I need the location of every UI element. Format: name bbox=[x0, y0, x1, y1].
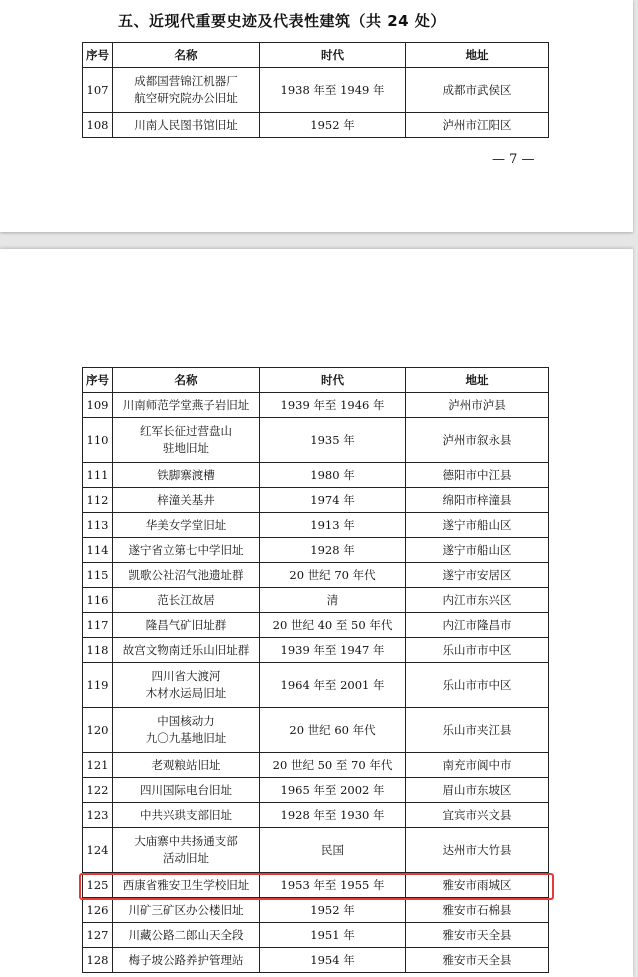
cell-index: 118 bbox=[83, 638, 113, 663]
header-index: 序号 bbox=[83, 43, 113, 68]
cell-index: 112 bbox=[83, 488, 113, 513]
table-row bbox=[83, 923, 549, 948]
cell-era: 1974 年 bbox=[260, 488, 406, 513]
heritage-table-page-7 bbox=[82, 42, 549, 138]
cell-name: 成都国营锦江机器厂 航空研究院办公旧址 bbox=[113, 68, 260, 113]
cell-name: 凯歌公社沼气池遗址群 bbox=[113, 563, 260, 588]
cell-era: 民国 bbox=[260, 828, 406, 873]
cell-name: 铁脚寨渡槽 bbox=[113, 463, 260, 488]
cell-index: 109 bbox=[83, 393, 113, 418]
table-row bbox=[83, 898, 549, 923]
cell-address: 内江市隆昌市 bbox=[406, 613, 549, 638]
cell-era: 20 世纪 50 至 70 年代 bbox=[260, 753, 406, 778]
cell-index: 120 bbox=[83, 708, 113, 753]
cell-index: 115 bbox=[83, 563, 113, 588]
page-number: — 7 — bbox=[492, 152, 535, 167]
cell-era: 1951 年 bbox=[260, 923, 406, 948]
cell-address: 雅安市天全县 bbox=[406, 923, 549, 948]
header-index: 序号 bbox=[83, 368, 113, 393]
table-row bbox=[83, 113, 549, 138]
cell-name: 梅子坡公路养护管理站 bbox=[113, 948, 260, 973]
header-name: 名称 bbox=[113, 43, 260, 68]
cell-era: 1928 年 bbox=[260, 538, 406, 563]
table-row bbox=[83, 948, 549, 973]
highlighted-row-box bbox=[79, 873, 554, 900]
cell-address: 雅安市雨城区 bbox=[406, 873, 549, 898]
table-row bbox=[83, 68, 549, 113]
cell-index: 108 bbox=[83, 113, 113, 138]
cell-index: 117 bbox=[83, 613, 113, 638]
cell-index: 111 bbox=[83, 463, 113, 488]
table-row bbox=[83, 803, 549, 828]
table-header-row bbox=[83, 368, 549, 393]
cell-index: 121 bbox=[83, 753, 113, 778]
cell-address: 南充市阆中市 bbox=[406, 753, 549, 778]
cell-name: 红军长征过营盘山 驻地旧址 bbox=[113, 418, 260, 463]
cell-address: 泸州市叙永县 bbox=[406, 418, 549, 463]
cell-era: 1913 年 bbox=[260, 513, 406, 538]
cell-era: 清 bbox=[260, 588, 406, 613]
table-row bbox=[83, 463, 549, 488]
cell-name: 四川国际电台旧址 bbox=[113, 778, 260, 803]
document-page-7 bbox=[0, 0, 633, 232]
cell-name: 川南人民图书馆旧址 bbox=[113, 113, 260, 138]
table-row bbox=[83, 588, 549, 613]
cell-era: 1939 年至 1947 年 bbox=[260, 638, 406, 663]
cell-era: 1952 年 bbox=[260, 898, 406, 923]
cell-name: 华美女学堂旧址 bbox=[113, 513, 260, 538]
cell-address: 遂宁市船山区 bbox=[406, 513, 549, 538]
cell-name: 中共兴珙支部旧址 bbox=[113, 803, 260, 828]
cell-name: 范长江故居 bbox=[113, 588, 260, 613]
header-address: 地址 bbox=[406, 368, 549, 393]
table-row bbox=[83, 563, 549, 588]
cell-name: 老观粮站旧址 bbox=[113, 753, 260, 778]
cell-address: 内江市东兴区 bbox=[406, 588, 549, 613]
cell-era: 1952 年 bbox=[260, 113, 406, 138]
table-row bbox=[83, 663, 549, 708]
table-row bbox=[83, 638, 549, 663]
table-row bbox=[83, 828, 549, 873]
cell-index: 107 bbox=[83, 68, 113, 113]
cell-address: 绵阳市梓潼县 bbox=[406, 488, 549, 513]
cell-era: 20 世纪 60 年代 bbox=[260, 708, 406, 753]
cell-address: 乐山市夹江县 bbox=[406, 708, 549, 753]
cell-era: 1964 年至 2001 年 bbox=[260, 663, 406, 708]
cell-index: 114 bbox=[83, 538, 113, 563]
cell-index: 119 bbox=[83, 663, 113, 708]
table-header-row bbox=[83, 43, 549, 68]
cell-name: 遂宁省立第七中学旧址 bbox=[113, 538, 260, 563]
cell-era: 1928 年至 1930 年 bbox=[260, 803, 406, 828]
cell-name: 大庙寨中共扬通支部 活动旧址 bbox=[113, 828, 260, 873]
cell-index: 113 bbox=[83, 513, 113, 538]
cell-index: 124 bbox=[83, 828, 113, 873]
cell-name: 中国核动力 九〇九基地旧址 bbox=[113, 708, 260, 753]
cell-address: 遂宁市安居区 bbox=[406, 563, 549, 588]
cell-index: 122 bbox=[83, 778, 113, 803]
cell-era: 1965 年至 2002 年 bbox=[260, 778, 406, 803]
cell-name: 四川省大渡河 木材水运局旧址 bbox=[113, 663, 260, 708]
cell-name: 川南师范学堂燕子岩旧址 bbox=[113, 393, 260, 418]
cell-name: 梓潼关基井 bbox=[113, 488, 260, 513]
table-row bbox=[83, 538, 549, 563]
cell-name: 川矿三矿区办公楼旧址 bbox=[113, 898, 260, 923]
cell-index: 110 bbox=[83, 418, 113, 463]
cell-index: 126 bbox=[83, 898, 113, 923]
cell-address: 雅安市石棉县 bbox=[406, 898, 549, 923]
cell-address: 遂宁市船山区 bbox=[406, 538, 549, 563]
cell-address: 眉山市东坡区 bbox=[406, 778, 549, 803]
cell-index: 125 bbox=[83, 873, 113, 898]
table-row bbox=[83, 708, 549, 753]
table-row bbox=[83, 488, 549, 513]
cell-era: 1953 年至 1955 年 bbox=[260, 873, 406, 898]
header-address: 地址 bbox=[406, 43, 549, 68]
table-row bbox=[83, 393, 549, 418]
cell-address: 乐山市市中区 bbox=[406, 663, 549, 708]
cell-address: 德阳市中江县 bbox=[406, 463, 549, 488]
cell-address: 泸州市泸县 bbox=[406, 393, 549, 418]
cell-address: 达州市大竹县 bbox=[406, 828, 549, 873]
cell-era: 1980 年 bbox=[260, 463, 406, 488]
cell-address: 乐山市市中区 bbox=[406, 638, 549, 663]
section-heading: 五、近现代重要史迹及代表性建筑（共 24 处） bbox=[118, 12, 446, 30]
cell-era: 1939 年至 1946 年 bbox=[260, 393, 406, 418]
cell-era: 20 世纪 40 至 50 年代 bbox=[260, 613, 406, 638]
cell-name: 西康省雅安卫生学校旧址 bbox=[113, 873, 260, 898]
cell-era: 1935 年 bbox=[260, 418, 406, 463]
cell-address: 成都市武侯区 bbox=[406, 68, 549, 113]
header-era: 时代 bbox=[260, 43, 406, 68]
cell-address: 雅安市天全县 bbox=[406, 948, 549, 973]
table-row bbox=[83, 418, 549, 463]
cell-name: 故宫文物南迁乐山旧址群 bbox=[113, 638, 260, 663]
table-row bbox=[83, 753, 549, 778]
table-row bbox=[83, 778, 549, 803]
cell-index: 127 bbox=[83, 923, 113, 948]
cell-era: 1938 年至 1949 年 bbox=[260, 68, 406, 113]
cell-index: 116 bbox=[83, 588, 113, 613]
table-row bbox=[83, 613, 549, 638]
cell-name: 川藏公路二郎山天全段 bbox=[113, 923, 260, 948]
cell-address: 泸州市江阳区 bbox=[406, 113, 549, 138]
header-era: 时代 bbox=[260, 368, 406, 393]
cell-index: 128 bbox=[83, 948, 113, 973]
cell-era: 1954 年 bbox=[260, 948, 406, 973]
table-row bbox=[83, 513, 549, 538]
cell-index: 123 bbox=[83, 803, 113, 828]
cell-name: 隆昌气矿旧址群 bbox=[113, 613, 260, 638]
document-page-8 bbox=[0, 249, 633, 977]
cell-era: 20 世纪 70 年代 bbox=[260, 563, 406, 588]
header-name: 名称 bbox=[113, 368, 260, 393]
cell-address: 宜宾市兴文县 bbox=[406, 803, 549, 828]
